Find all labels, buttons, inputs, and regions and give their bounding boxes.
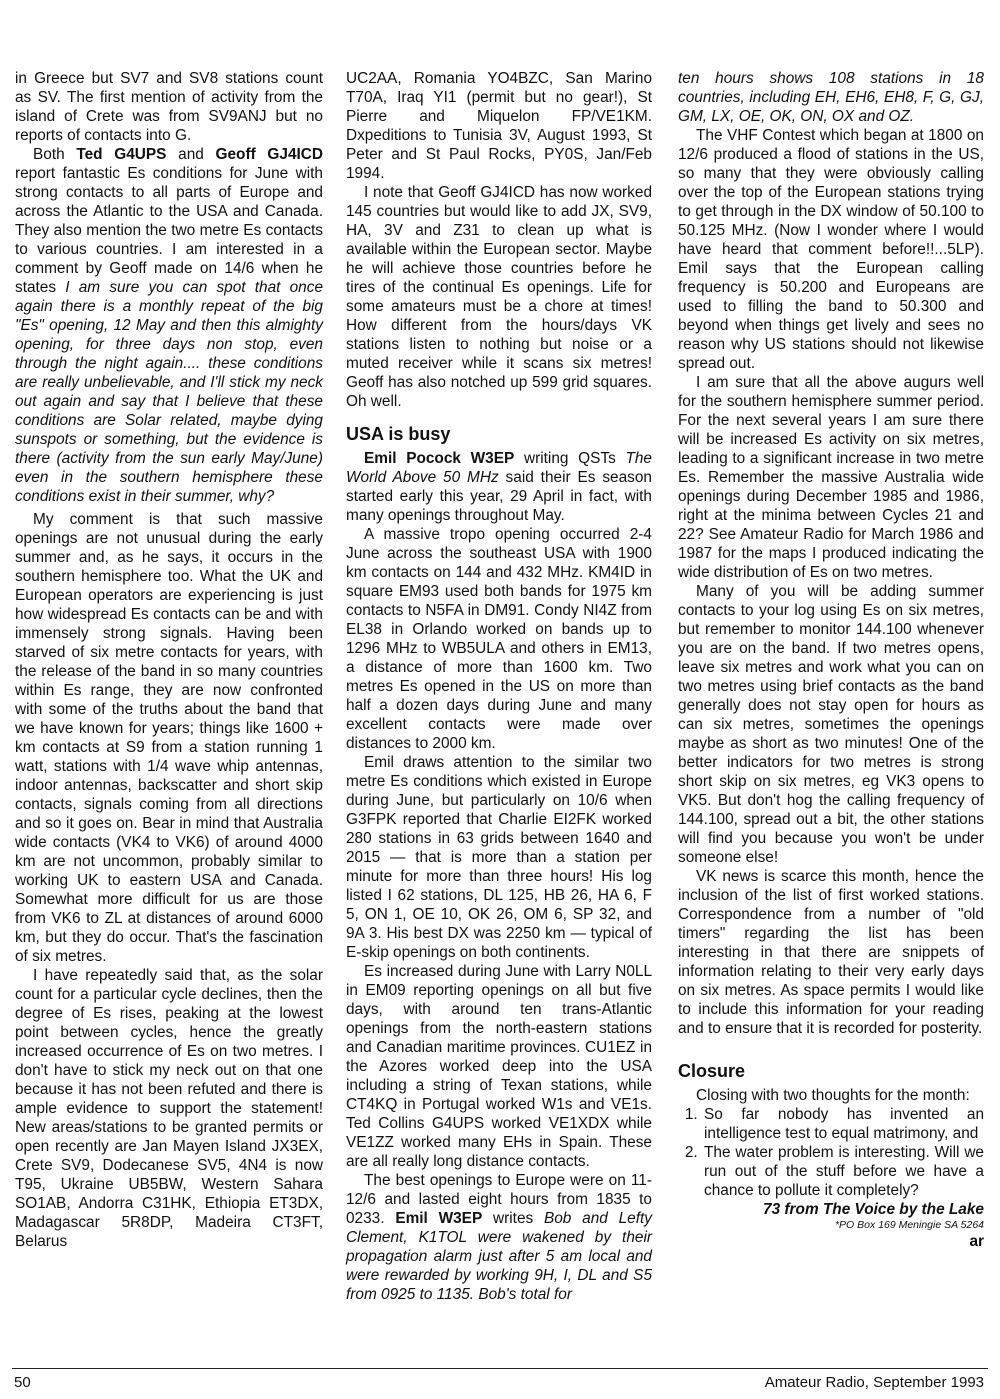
column-2 <box>346 69 652 1304</box>
paragraph <box>346 1171 652 1304</box>
quote-italic: I am sure you can spot that once again there is a monthly repeat of the big "Es" opening, 12 May and then this almighty opening, for three days non stop, even through the night again.... these conditions are really unbelievable, and I'll stick my neck out again and say that I believe that these conditions are Solar related, maybe dying sunspots or something, but the evidence is there (activity from the sun early May/June) even in the southern hemisphere these conditions exist in their summer, why? <box>15 279 323 505</box>
paragraph <box>678 69 984 126</box>
paragraph <box>15 145 323 506</box>
column-3 <box>678 69 984 1251</box>
paragraph: VK news is scarce this month, hence the inclusion of the list of first worked stations. Correspondence from a number of "old timers" regarding the list has been interesting in that there are snippets of information relating to their very early days on six metres. As space permits I would like to include this information for your reading and to ensure that it is recorded for posterity. <box>678 868 984 1037</box>
text-run: Both <box>33 146 77 163</box>
paragraph: I have repeatedly said that, as the solar count for a particular cycle declines, then the degree of Es rises, peaking at the lowest point between cycles, hence the greatly increased occurrence of Es on two metres. I don't have to stick my neck out on that one because it has not been refuted and there is ample evidence to support the statement! New areas/stations to be granted permits or open recently are Jan Mayen Island JX3EX, Crete SV9, Dodecanese SV5, 4N4 is now T95, Ukraine UB5BW, Western Sahara SO1AB, Andorra C31HK, Ethiopia ET3DX, Madagascar 5R8DP, Madeira CT3FT, Belarus <box>15 967 323 1250</box>
end-mark: ar <box>969 1233 984 1250</box>
text-run: report fantastic Es conditions for June with strong contacts to all parts of Europe and across the Atlantic to the USA and Canada. They also mention the two metre Es contacts to various countries. I am interested in a comment by Geoff made on 14/6 when he states <box>15 165 323 296</box>
text-run: said their Es season started early this year, 29 April in fact, with many openings throughout May. <box>346 469 652 524</box>
numbered-list <box>678 1105 984 1200</box>
section-heading: Closure <box>678 1061 746 1081</box>
paragraph: Closing with two thoughts for the month: <box>696 1087 970 1104</box>
footer-rule <box>12 1368 988 1369</box>
paragraph: My comment is that such massive openings are not unusual during the early summer and, as he says, it occurs in the southern hemisphere too. What the UK and European operators are experiencing is just how widespread Es contacts can be and with immensely strong signals. Having been starved of six metre contacts for years, with the release of the band in so many countries within Es range, they are now confronted with some of the truths about the band that we have known for years; things like 1600 + km contacts at S9 from a station running 1 watt, stations with 1/4 wave whip antennas, indoor antennas, backscatter and short skip contacts, signals coming from all directions and so it goes on. Bear in mind that Australia wide contacts (VK4 to VK6) of around 4000 km are not uncommon, probably similar to working UK to eastern USA and Canada. Somewhat more difficult for us are those from VK6 to ZL at distances of around 6000 km, but they do occur. That's the fascination of six metres. <box>15 511 323 965</box>
paragraph: Emil draws attention to the similar two metre Es conditions which existed in Europe during June, but particularly on 10/6 when G3FPK reported that Charlie EI2FK worked 280 stations in 63 grids between 1640 and 2015 — that is more than a station per minute for more than three hours! His log listed I 62 stations, DL 125, HB 26, HA 6, F 5, ON 1, OE 10, OK 26, OM 6, SP 32, and 9A 3. His best DX was 2250 km — typical of E-skip openings on both continents. <box>346 754 652 961</box>
paragraph: Many of you will be adding summer contacts to your log using Es on six metres, but remember to monitor 144.100 whenever you are on the band. If two metres opens, leave six metres and work what you can on two metres using brief contacts as the band generally does not stay open for hours as can six metres, sometimes the openings maybe as short as two minutes! One of the better indicators for two metres is strong short skip on six metres, eg VK3 opens to VK5. But don't hog the calling frequency of 144.100, spread out a bit, the other stations will find you because you won't be under someone else! <box>678 583 984 866</box>
callsign-bold: Geoff GJ4ICD <box>215 146 324 163</box>
paragraph: The VHF Contest which began at 1800 on 12/6 produced a flood of stations in the US, so many that they were obviously calling over the top of the European stations trying to get through in the DX window of 50.100 to 50.125 MHz. (Now I wonder where I would have heard that comment before!!...5LP). Emil says that the European calling frequency is 50.200 and Europeans are used to filling the band to 50.300 and beyond when things get lively and sees no reason why US stations should not likewise spread out. <box>678 127 984 372</box>
paragraph: A massive tropo opening occurred 2-4 June across the southeast USA with 1900 km contacts on 144 and 432 MHz. KM4ID in square EM93 used both bands for 1975 km contacts to N5FA in DM91. Condy NI4Z from EL38 in Orlando worked on bands up to 1296 MHz to WB5ULA and others in EM13, a distance of more than 1600 km. Two metres Es opened in the US on more than half a dozen days during June and many excellent contacts were made over distances to 2000 km. <box>346 526 652 752</box>
paragraph: I note that Geoff GJ4ICD has now worked 145 countries but would like to add JX, SV9, HA, 3V and Z31 to clean up what is available within the European sector. Maybe he will achieve those countries before he tires of the continual Es openings. Life for some amateurs must be a chore at times! How different from the hours/days VK stations listen to nothing but noise or a muted receiver while it scans six metres! Geoff has also notched up 599 grid squares. Oh well. <box>346 184 652 410</box>
list-item: 2. The water problem is interesting. Will we run out of the stuff before we have a chance to pollute it completely? <box>702 1143 984 1200</box>
text-run: writing QSTs <box>514 450 626 467</box>
quote-italic: Bob and Lefty Clement, K1TOL were wakened by their propagation alarm just after 5 am local and were rewarded by working 9H, I, DL and S5 from 0925 to 1135. Bob's total for <box>346 1210 652 1303</box>
page-number: 50 <box>14 1374 31 1391</box>
text-run: and <box>166 146 216 163</box>
text-run: writes <box>482 1210 544 1227</box>
title-italic: The World Above 50 MHz <box>346 450 652 486</box>
publication-footer: Amateur Radio, September 1993 <box>764 1374 984 1391</box>
list-item: 1. So far nobody has invented an intelligence test to equal matrimony, and <box>702 1105 984 1143</box>
column-1 <box>15 69 323 1251</box>
paragraph: Es increased during June with Larry N0LL in EM09 reporting openings on all but five days, with around ten trans-Atlantic openings from the north-eastern stations and Canadian maritime provinces. CU1EZ in the Azores worked deep into the USA including a string of Texan stations, while CT4KQ in Portugal worked W1s and VE1s. Ted Collins G4UPS worked VE1XDX while VE1ZZ worked many EHs in Spain. These are all really long distance contacts. <box>346 963 652 1170</box>
callsign-bold: Emil Pocock W3EP <box>364 450 515 467</box>
paragraph: I am sure that all the above augurs well for the southern hemisphere summer period. For the next several years I am sure there will be increased Es activity on six metres, leading to a significant increase in two metre Es. Remember the massive Australia wide openings during December 1985 and 1986, right at the minima between Cycles 21 and 22? See Amateur Radio for March 1986 and 1987 for the maps I produced indicating the wide distribution of Es on two metres. <box>678 374 984 581</box>
text-run: The best openings to Europe were on 11-12/6 and lasted eight hours from 1835 to 0233. <box>346 1172 652 1227</box>
section-heading: USA is busy <box>346 424 451 444</box>
quote-italic: ten hours shows 108 stations in 18 countries, including EH, EH6, EH8, F, G, GJ, GM, LX, OE, OK, ON, OX and OZ. <box>678 70 984 125</box>
paragraph: in Greece but SV7 and SV8 stations count as SV. The first mention of activity from the island of Crete was from SV9ANJ but no reports of contacts into G. <box>15 70 323 144</box>
paragraph <box>346 449 652 525</box>
callsign-bold: Ted G4UPS <box>76 146 167 163</box>
sign-off: 73 from The Voice by the Lake <box>763 1201 984 1218</box>
callsign-bold: Emil W3EP <box>395 1210 483 1227</box>
author-address: *PO Box 169 Meningie SA 5264 <box>834 1219 984 1231</box>
paragraph: UC2AA, Romania YO4BZC, San Marino T70A, Iraq YI1 (permit but no gear!), St Pierre and Miquelon FP/VE1KM. Dxpeditions to Tunisia 3V, August 1993, St Peter and St Paul Rocks, PY0S, Jan/Feb 1994. <box>346 70 652 182</box>
